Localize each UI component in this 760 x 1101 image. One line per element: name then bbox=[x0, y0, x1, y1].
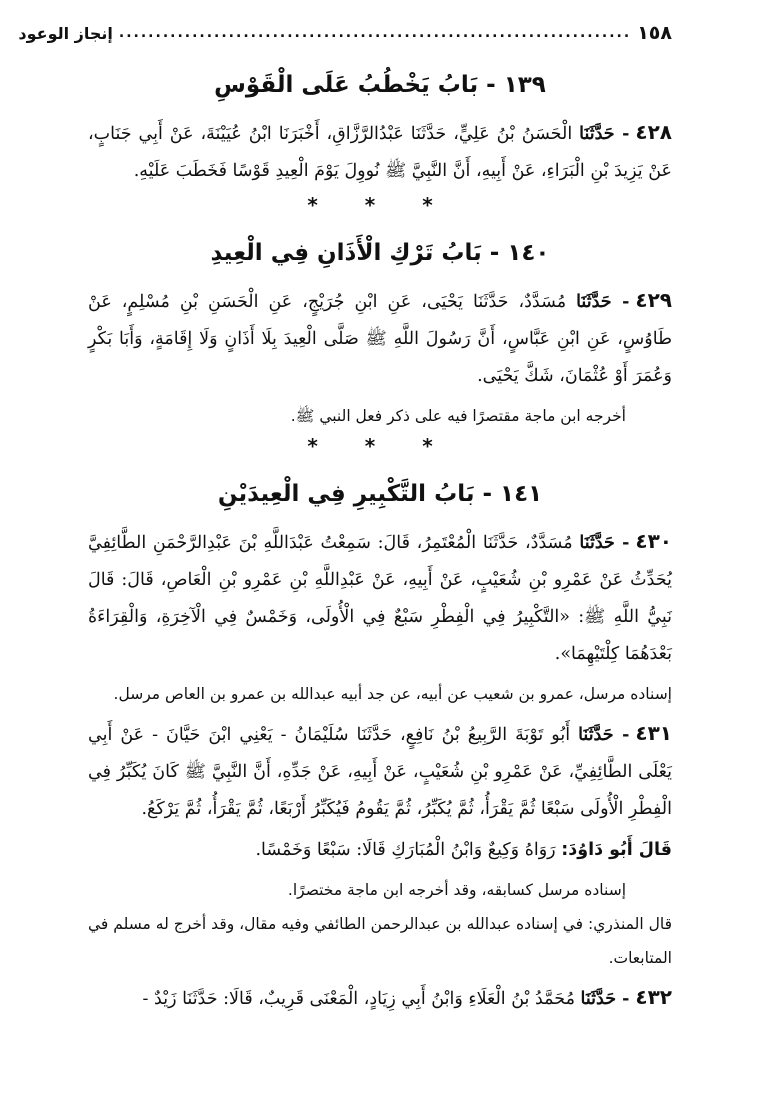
commentary-note: إسناده مرسل كسابقه، وقد أخرجه ابن ماجة مختصرًا. bbox=[287, 881, 626, 899]
commentary-note: إسناده مرسل، عمرو بن شعيب عن أبيه، عن جد أبيه عبدالله بن عمرو بن العاص مرسل. bbox=[113, 685, 672, 703]
chapter-title: ١٤١ - بَابُ التَّكْبِيرِ فِي الْعِيدَيْنِ bbox=[217, 481, 543, 507]
hadith-number: ٤٣٢ bbox=[635, 985, 672, 1009]
chapter-title: ١٤٠ - بَابُ تَرْكِ الْأَذَانِ فِي الْعِيدِ bbox=[210, 240, 550, 266]
hadith-lead: - حَدَّثَنَا bbox=[580, 989, 630, 1009]
hadith-number: ٤٢٨ bbox=[635, 120, 672, 144]
hadith-number: ٤٣٠ bbox=[635, 529, 672, 553]
hadith-paragraph bbox=[88, 979, 672, 1018]
chapter-title: ١٣٩ - بَابُ يَخْطُبُ عَلَى الْقَوْسِ bbox=[214, 72, 546, 98]
hadith-number: ٤٣١ bbox=[635, 721, 672, 745]
abu-dawud-remark bbox=[88, 832, 672, 869]
hadith-text: مُحَمَّدُ بْنُ الْعَلَاءِ وَابْنُ أَبِي زِيَادٍ، الْمَعْنَى قَرِيبٌ، قَالَا: حَدَّثَنَا زَيْدٌ - bbox=[142, 989, 575, 1009]
commentary-note: قال المنذري: في إسناده عبدالله بن عبدالرحمن الطائفي وفيه مقال، وقد أخرج له مسلم في المتابعات. bbox=[88, 915, 672, 967]
hadith-lead: - حَدَّثَنَا bbox=[579, 124, 630, 144]
commentary-note: أخرجه ابن ماجة مقتصرًا فيه على ذكر فعل النبي ﷺ. bbox=[290, 407, 626, 425]
hadith-text: الْحَسَنُ بْنُ عَلِيٍّ، حَدَّثَنَا عَبْدُالرَّزَّاقِ، أَخْبَرَنَا ابْنُ عُيَيْنَةَ، عَنْ أَبِي جَنَابٍ، عَنْ يَزِيدَ بْنِ الْبَرَاءِ، عَنْ أَبِيهِ، أَنَّ النَّبِيَّ ﷺ نُووِلَ يَوْمَ الْعِيدِ قَوْسًا فَخَطَبَ عَلَيْهِ. bbox=[88, 124, 672, 181]
hadith-paragraph bbox=[88, 282, 672, 395]
hadith-lead: - حَدَّثَنَا bbox=[579, 533, 630, 553]
hadith-text: مُسَدَّدٌ، حَدَّثَنَا يَحْيَى، عَنِ ابْنِ جُرَيْجٍ، عَنِ الْحَسَنِ بْنِ مُسْلِمٍ، عَنْ طَاوُسٍ، عَنِ ابْنِ عَبَّاسٍ، أَنَّ رَسُولَ اللَّهِ ﷺ صَلَّى الْعِيدَ بِلَا أَذَانٍ وَلَا إِقَامَةٍ، وَأَبَا بَكْرٍ وَعُمَرَ أَوْ عُثْمَانَ، شَكَّ يَحْيَى. bbox=[88, 292, 672, 386]
hadith-paragraph bbox=[88, 114, 672, 190]
hadith-text: أَبُو تَوْبَةَ الرَّبِيعُ بْنُ نَافِعٍ، حَدَّثَنَا سُلَيْمَانُ - يَعْنِي ابْنَ حَيَّانَ - عَنْ أَبِي يَعْلَى الطَّائِفِيِّ، عَنْ عَمْرِو بْنِ شُعَيْبٍ، عَنْ أَبِيهِ، عَنْ جَدِّهِ، أَنَّ النَّبِيَّ ﷺ كَانَ يُكَبِّرُ فِي الْفِطْرِ الْأُولَى سَبْعًا ثُمَّ يَقْرَأُ، ثُمَّ يُكَبِّرُ، ثُمَّ يَقُومُ فَيُكَبِّرُ أَرْبَعًا، ثُمَّ يَقْرَأُ، ثُمَّ يَرْكَعُ. bbox=[88, 725, 672, 819]
running-header bbox=[18, 18, 672, 48]
section-separator-stars: * * * bbox=[307, 434, 453, 458]
abu-dawud-text: رَوَاهُ وَكِيعٌ وَابْنُ الْمُبَارَكِ قَالَا: سَبْعًا وَخَمْسًا. bbox=[255, 840, 556, 860]
header-leader-dots: ...................................................................... bbox=[118, 25, 632, 41]
hadith-lead: - حَدَّثَنَا bbox=[578, 725, 630, 745]
section-separator-stars: * * * bbox=[307, 193, 453, 217]
book-title: إنجاز الوعود bbox=[18, 23, 113, 43]
abu-dawud-lead: قَالَ أَبُو دَاوُدَ: bbox=[561, 840, 672, 860]
hadith-number: ٤٢٩ bbox=[635, 288, 672, 312]
page-number: ١٥٨ bbox=[637, 22, 672, 44]
hadith-paragraph bbox=[88, 523, 672, 673]
hadith-paragraph bbox=[88, 715, 672, 828]
hadith-text: مُسَدَّدٌ، حَدَّثَنَا الْمُعْتَمِرُ، قَالَ: سَمِعْتُ عَبْدَاللَّهِ بْنَ عَبْدِالرَّحْمَنِ الطَّائِفِيَّ يُحَدِّثُ عَنْ عَمْرِو بْنِ شُعَيْبٍ، عَنْ أَبِيهِ، عَنْ عَبْدِاللَّهِ بْنِ عَمْرِو بْنِ الْعَاصِ، قَالَ: قَالَ نَبِيُّ اللَّهِ ﷺ: «التَّكْبِيرُ فِي الْفِطْرِ سَبْعٌ فِي الْأُولَى، وَخَمْسٌ فِي الْآخِرَةِ، وَالْقِرَاءَةُ بَعْدَهُمَا كِلْتَيْهِمَا». bbox=[88, 533, 672, 664]
hadith-lead: - حَدَّثَنَا bbox=[576, 292, 630, 312]
